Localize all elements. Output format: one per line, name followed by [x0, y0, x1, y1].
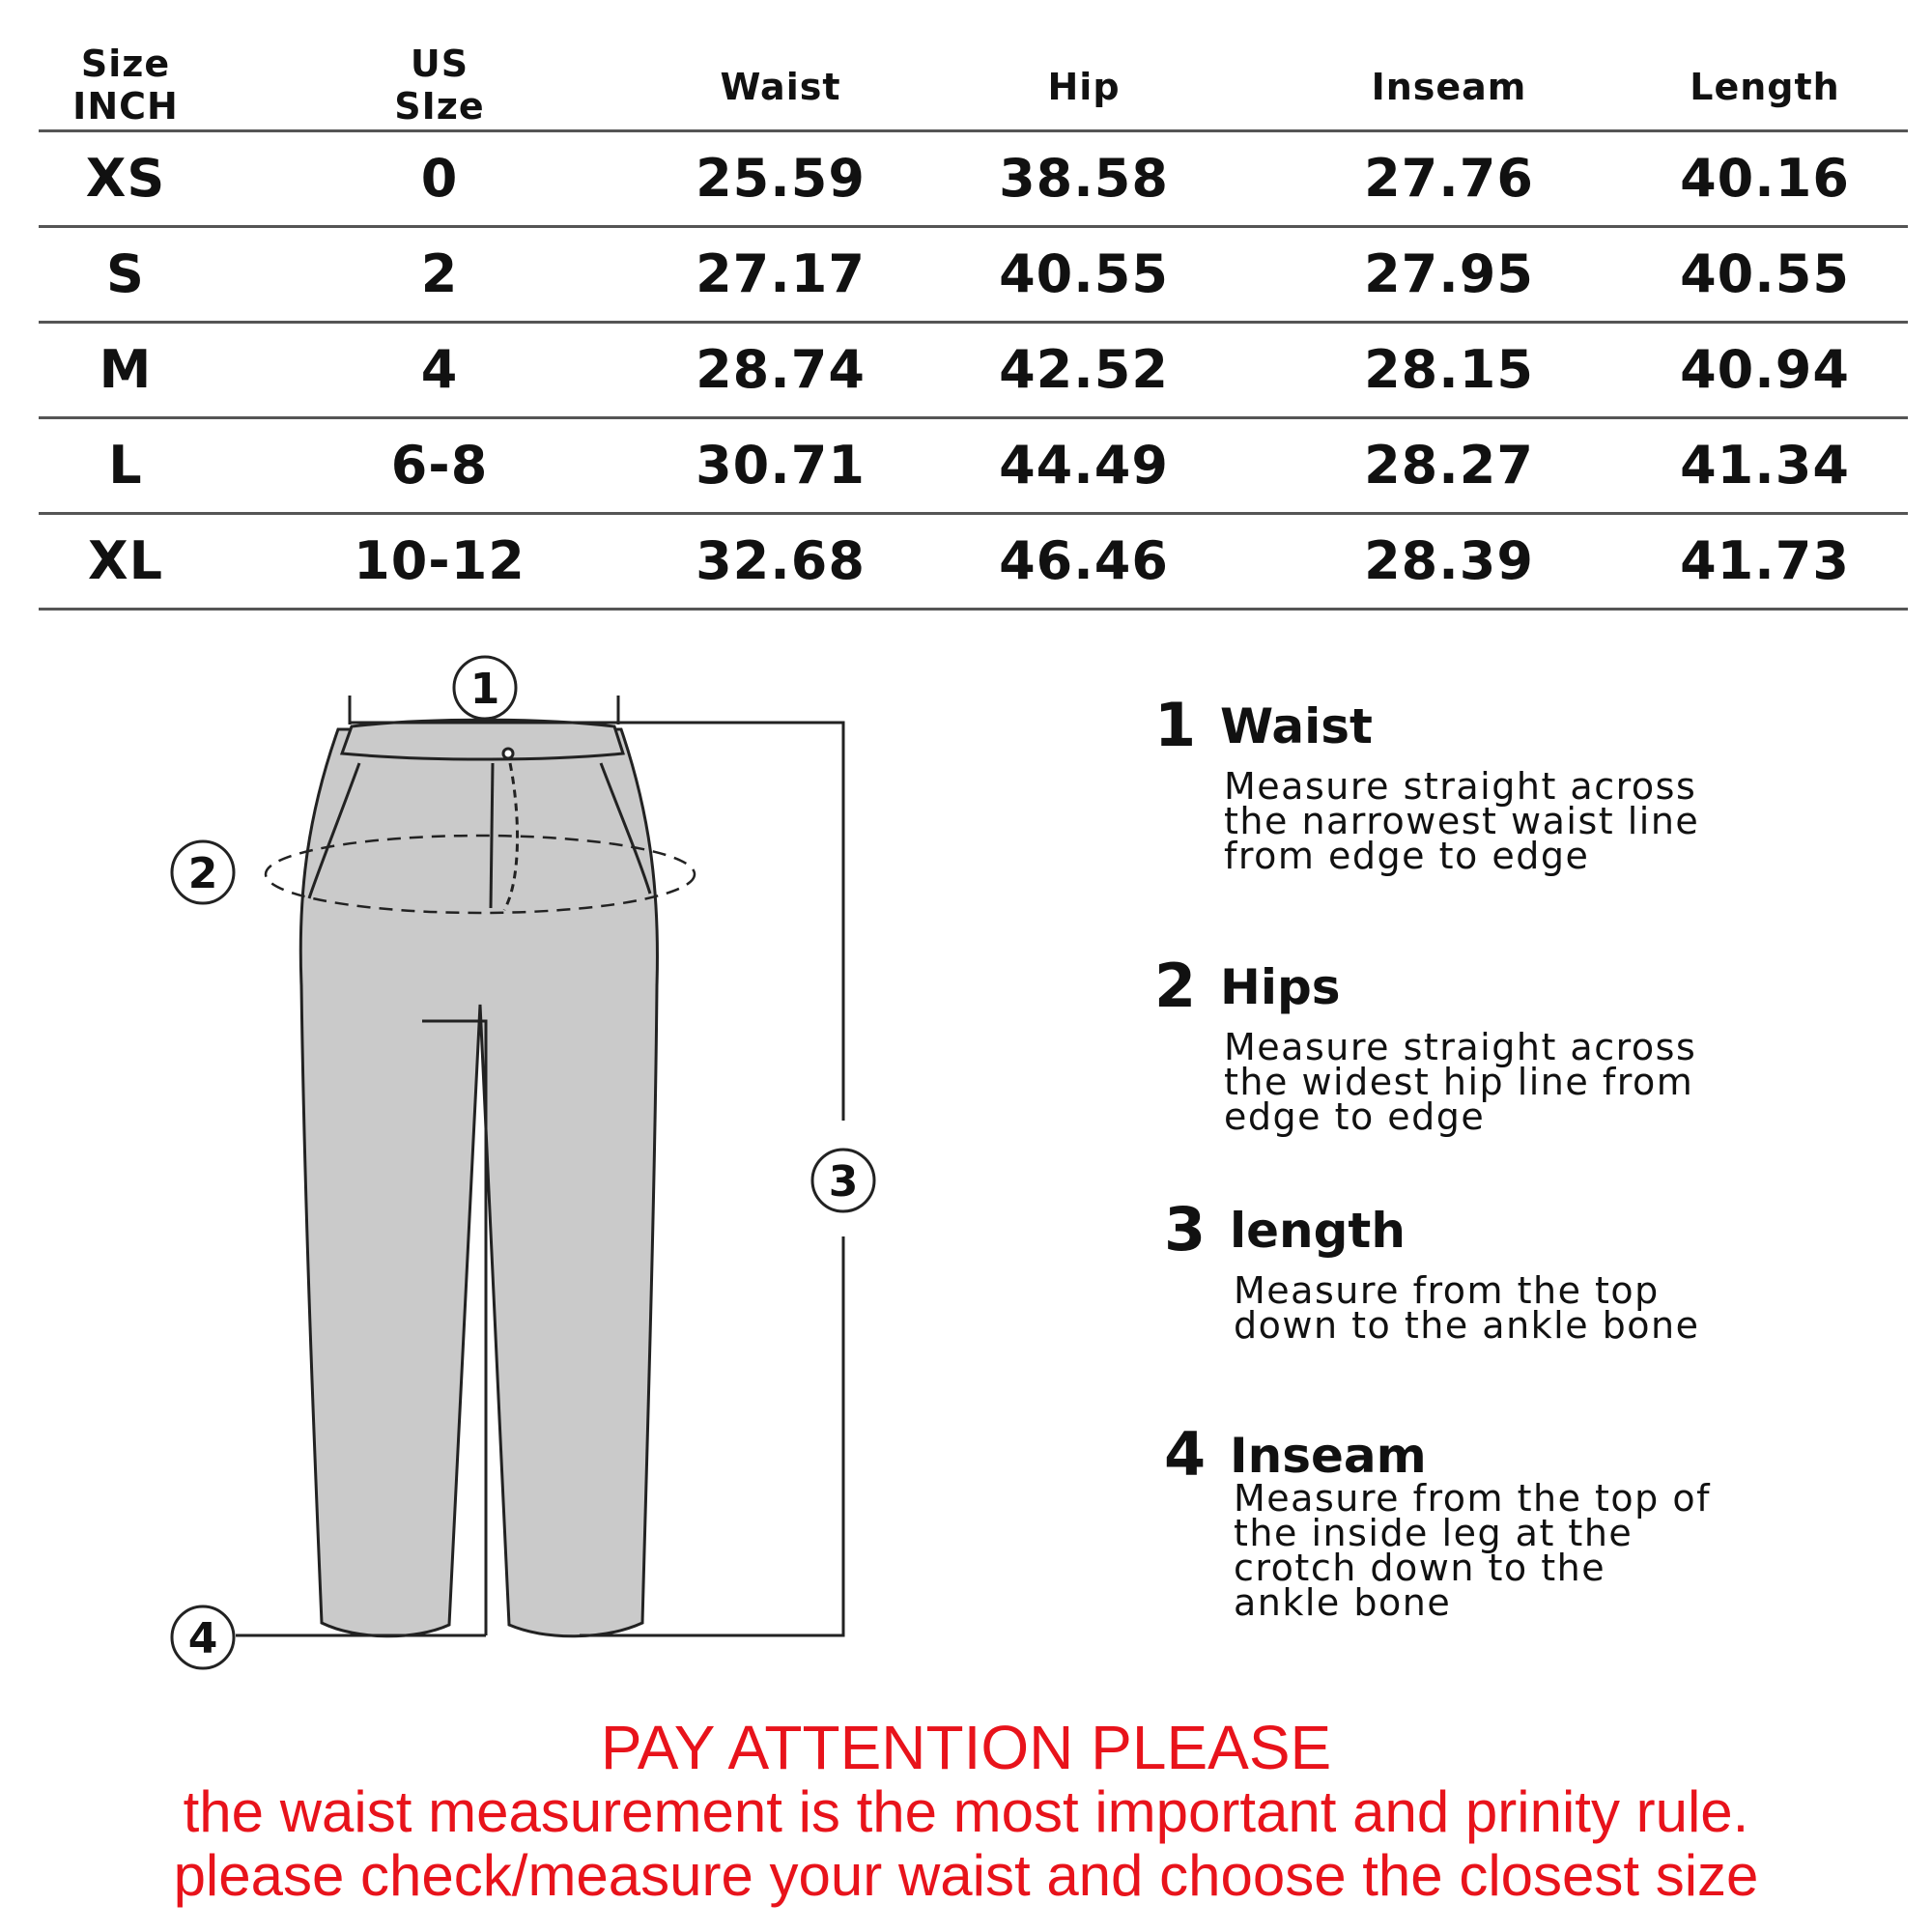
- legend-description: [1234, 1477, 1775, 1624]
- marker-2: [172, 841, 234, 903]
- header-us-size: [394, 43, 484, 128]
- table-row: [39, 419, 1908, 515]
- header-inseam: Inseam: [1371, 66, 1527, 108]
- legend-title: length: [1230, 1203, 1406, 1259]
- cell-size: S: [106, 243, 145, 304]
- attention-notice: [0, 1715, 1932, 1908]
- pants-silhouette: [300, 729, 657, 1636]
- header-us-label: US: [410, 43, 469, 85]
- cell-waist: 28.74: [696, 339, 866, 400]
- cell-hip: 40.55: [999, 243, 1169, 304]
- legend-number: 3: [1164, 1194, 1207, 1264]
- legend-description: [1234, 1269, 1775, 1347]
- header-size-sub-label: SIze: [394, 85, 485, 128]
- legend-desc-line: the narrowest waist line: [1224, 800, 1700, 842]
- legend-desc-line: Measure straight across: [1224, 765, 1697, 808]
- waistband: [342, 720, 623, 759]
- cell-size: XS: [85, 148, 166, 209]
- cell-us-size: 10-12: [354, 530, 526, 591]
- legend-title: Inseam: [1230, 1428, 1427, 1484]
- cell-length: 40.16: [1680, 148, 1850, 209]
- marker-4-label: 4: [187, 1614, 218, 1663]
- cell-waist: 25.59: [696, 148, 866, 209]
- marker-4: [172, 1606, 234, 1668]
- legend-title: Hips: [1220, 959, 1341, 1015]
- cell-inseam: 28.15: [1364, 339, 1534, 400]
- cell-inseam: 27.76: [1364, 148, 1534, 209]
- marker-2-label: 2: [187, 849, 218, 898]
- cell-inseam: 28.39: [1364, 530, 1534, 591]
- cell-length: 40.94: [1680, 339, 1850, 400]
- cell-hip: 46.46: [999, 530, 1169, 591]
- cell-inseam: 27.95: [1364, 243, 1534, 304]
- cell-us-size: 2: [420, 243, 459, 304]
- legend-desc-line: the inside leg at the: [1234, 1512, 1634, 1554]
- legend-desc-line: the widest hip line from: [1224, 1061, 1694, 1103]
- cell-inseam: 28.27: [1364, 435, 1534, 496]
- legend-number: 4: [1164, 1419, 1207, 1490]
- cell-hip: 44.49: [999, 435, 1169, 496]
- legend-desc-line: crotch down to the: [1234, 1547, 1606, 1589]
- marker-3-label: 3: [828, 1157, 859, 1207]
- legend-desc-line: edge to edge: [1224, 1095, 1486, 1138]
- header-waist: Waist: [720, 66, 841, 108]
- table-header-row: [39, 39, 1908, 132]
- marker-1-label: 1: [469, 665, 500, 714]
- notice-line: please check/measure your waist and choose the closest size: [173, 1843, 1759, 1908]
- cell-hip: 42.52: [999, 339, 1169, 400]
- cell-length: 40.55: [1680, 243, 1850, 304]
- cell-size: L: [108, 435, 143, 496]
- legend-desc-line: ankle bone: [1234, 1581, 1452, 1624]
- header-length: Length: [1690, 66, 1840, 108]
- table-row: [39, 228, 1908, 324]
- legend-desc-line: Measure from the top of: [1234, 1477, 1712, 1520]
- header-size-inch: [72, 43, 179, 128]
- header-inch-label: INCH: [72, 85, 179, 128]
- cell-waist: 27.17: [696, 243, 866, 304]
- marker-3: [812, 1150, 874, 1211]
- legend-desc-line: from edge to edge: [1224, 835, 1590, 877]
- cell-waist: 30.71: [696, 435, 866, 496]
- header-hip: Hip: [1047, 66, 1121, 108]
- legend-title: Waist: [1220, 698, 1373, 754]
- notice-line: the waist measurement is the most important and prinity rule.: [183, 1779, 1749, 1844]
- legend-description: [1224, 1026, 1765, 1138]
- legend-number: 2: [1154, 951, 1197, 1021]
- legend-desc-line: down to the ankle bone: [1234, 1304, 1700, 1347]
- legend-desc-line: Measure from the top: [1234, 1269, 1660, 1312]
- pants-measurement-diagram: [0, 618, 966, 1700]
- cell-length: 41.34: [1680, 435, 1850, 496]
- legend-number: 1: [1154, 690, 1197, 760]
- cell-waist: 32.68: [696, 530, 866, 591]
- notice-title: PAY ATTENTION PLEASE: [600, 1713, 1332, 1782]
- marker-1: [454, 657, 516, 719]
- table-row: [39, 132, 1908, 228]
- header-size-label: Size: [80, 43, 171, 85]
- fly-line: [491, 763, 493, 908]
- cell-size: XL: [87, 530, 164, 591]
- table-row: [39, 324, 1908, 419]
- button-icon: [503, 749, 513, 758]
- legend-description: [1224, 765, 1765, 877]
- cell-us-size: 6-8: [390, 435, 489, 496]
- cell-size: M: [99, 339, 153, 400]
- pants-diagram-svg: [0, 618, 966, 1700]
- size-chart-table: [39, 39, 1908, 611]
- cell-length: 41.73: [1680, 530, 1850, 591]
- cell-us-size: 0: [420, 148, 459, 209]
- table-row: [39, 515, 1908, 611]
- legend-desc-line: Measure straight across: [1224, 1026, 1697, 1068]
- cell-hip: 38.58: [999, 148, 1169, 209]
- cell-us-size: 4: [420, 339, 459, 400]
